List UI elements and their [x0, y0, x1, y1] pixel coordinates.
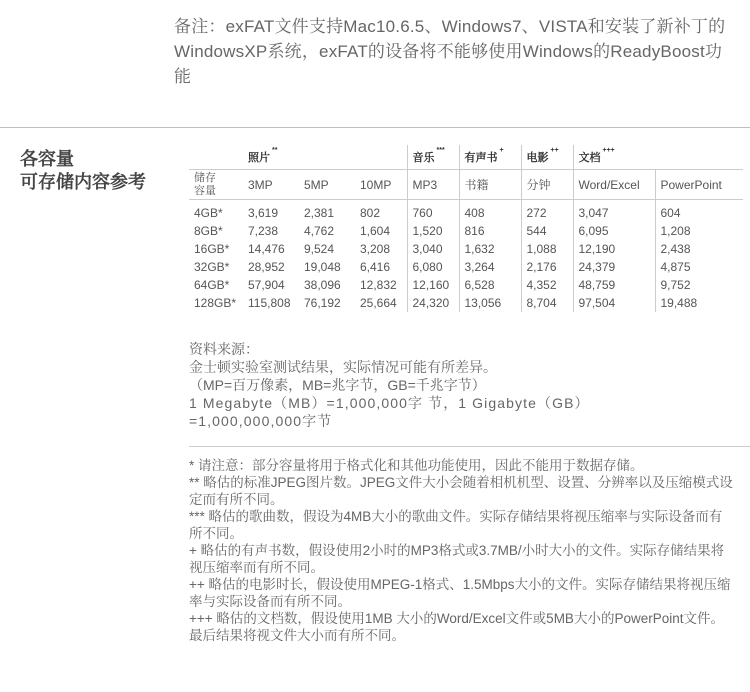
table-cell: 1,520 [407, 222, 459, 240]
table-cell: 2,176 [521, 258, 573, 276]
table-cell: 604 [655, 200, 743, 223]
table-corner-cell [189, 145, 243, 170]
table-cell: 9,524 [304, 242, 335, 256]
table-cell: 1,088 [521, 240, 573, 258]
group-header-music: 音乐*** [407, 145, 459, 170]
source-line: 1 Megabyte（MB）=1,000,000字 节，1 Gigabyte（GB） [189, 395, 590, 411]
table-cell: 13,056 [459, 294, 521, 312]
notes-divider [189, 446, 750, 447]
table-cell: 408 [459, 200, 521, 223]
table-subheader-row [189, 170, 743, 200]
table-cell: 48,759 [573, 276, 655, 294]
table-row [189, 276, 743, 294]
top-note: 备注：exFAT文件支持Mac10.6.5、Windows7、VISTA和安装了新补丁的WindowsXP系统，exFAT的设备将不能够使用Windows的ReadyBoost功能 [174, 17, 726, 86]
table-cell: 4,762 [304, 224, 335, 238]
table-cell: 3,047 [573, 200, 655, 223]
table-cell: 14,476 [248, 242, 285, 256]
table-cell: 76,192 [304, 296, 341, 310]
table-cell: 4GB* [194, 206, 223, 220]
table-cell: 6,416 [360, 260, 391, 274]
table-cell: 816 [459, 222, 521, 240]
section-title-line-1: 各容量 [20, 149, 74, 169]
capacity-header: 储存 容量 [189, 170, 243, 200]
table-group-header-row [189, 145, 743, 170]
subheader-3mp: 3MP [243, 170, 299, 200]
table-cell: 12,160 [407, 276, 459, 294]
source-line: 金士顿实验室测试结果，实际情况可能有所差异。 [189, 359, 497, 375]
table-cell: 760 [407, 200, 459, 223]
table-cell: 25,664 [360, 296, 397, 310]
source-line: =1,000,000,000字节 [189, 413, 333, 429]
group-header-documents: 文档+++ [573, 145, 743, 170]
table-cell: 272 [521, 200, 573, 223]
footnote: + 略估的有声书数，假设使用2小时的MP3格式或3.7MB/小时大小的文件。实际存储结果将视压缩率而有所不同。 [189, 543, 725, 575]
section-title [20, 148, 146, 194]
footnote: * 请注意：部分容量将用于格式化和其他功能使用，因此不能用于数据存储。 [189, 458, 644, 473]
subheader-word-excel: Word/Excel [573, 170, 655, 200]
table-cell: 7,238 [248, 224, 279, 238]
table-cell: 115,808 [248, 296, 291, 310]
table-cell: 24,379 [573, 258, 655, 276]
table-row [189, 294, 743, 312]
subheader-mp3: MP3 [407, 170, 459, 200]
group-header-photos: 照片** [243, 145, 407, 170]
capacity-table [189, 145, 743, 312]
subheader-5mp: 5MP [299, 170, 355, 200]
source-line: （MP=百万像素，MB=兆字节，GB=千兆字节） [189, 377, 486, 393]
footnote: +++ 略估的文档数，假设使用1MB 大小的Word/Excel文件或5MB大小的PowerPoint文件。最后结果将视文件大小而有所不同。 [189, 611, 724, 643]
subheader-books: 书籍 [459, 170, 521, 200]
table-cell: 32GB* [194, 260, 230, 274]
section-divider [0, 127, 750, 128]
subheader-powerpoint: PowerPoint [655, 170, 743, 200]
source-block [189, 340, 729, 430]
footnotes [189, 457, 734, 644]
table-cell: 57,904 [248, 278, 285, 292]
group-header-audiobooks: 有声书+ [459, 145, 521, 170]
table-cell: 3,619 [248, 206, 279, 220]
table-cell: 1,604 [360, 224, 391, 238]
table-cell: 4,352 [521, 276, 573, 294]
table-cell: 28,952 [248, 260, 285, 274]
table-cell: 8,704 [521, 294, 573, 312]
table-cell: 6,095 [573, 222, 655, 240]
table-row [189, 200, 743, 223]
table-cell: 2,381 [304, 206, 335, 220]
table-cell: 38,096 [304, 278, 341, 292]
table-cell: 12,832 [360, 278, 397, 292]
table-cell: 544 [521, 222, 573, 240]
table-row [189, 222, 743, 240]
table-cell: 3,040 [407, 240, 459, 258]
source-heading: 资料来源： [189, 341, 259, 357]
table-cell: 6,080 [407, 258, 459, 276]
table-row [189, 258, 743, 276]
table-cell: 3,264 [459, 258, 521, 276]
table-cell: 16GB* [194, 242, 230, 256]
table-cell: 9,752 [655, 276, 743, 294]
table-cell: 8GB* [194, 224, 223, 238]
group-header-movies: 电影++ [521, 145, 573, 170]
table-cell: 12,190 [573, 240, 655, 258]
table-cell: 2,438 [655, 240, 743, 258]
table-cell: 4,875 [655, 258, 743, 276]
footnote: ++ 略估的电影时长，假设使用MPEG-1格式、1.5Mbps大小的文件。实际存储结果将视压缩率与实际设备而有所不同。 [189, 577, 731, 609]
table-cell: 1,632 [459, 240, 521, 258]
table-row [189, 240, 743, 258]
footnote: ** 略估的标准JPEG图片数。JPEG文件大小会随着相机机型、设置、分辨率以及压缩模式设定而有所不同。 [189, 475, 733, 507]
table-cell: 802 [360, 206, 381, 220]
table-cell: 3,208 [360, 242, 391, 256]
table-cell: 97,504 [573, 294, 655, 312]
table-cell: 19,048 [304, 260, 341, 274]
table-cell: 24,320 [407, 294, 459, 312]
table-cell: 64GB* [194, 278, 230, 292]
table-cell: 1,208 [655, 222, 743, 240]
subheader-10mp: 10MP [355, 170, 407, 200]
section-title-line-2: 可存储内容参考 [20, 172, 146, 192]
table-cell: 6,528 [459, 276, 521, 294]
footnote: *** 略估的歌曲数，假设为4MB大小的歌曲文件。实际存储结果将视压缩率与实际设备而有所不同。 [189, 509, 723, 541]
subheader-minutes: 分钟 [521, 170, 573, 200]
table-cell: 19,488 [655, 294, 743, 312]
table-cell: 128GB* [194, 296, 237, 310]
